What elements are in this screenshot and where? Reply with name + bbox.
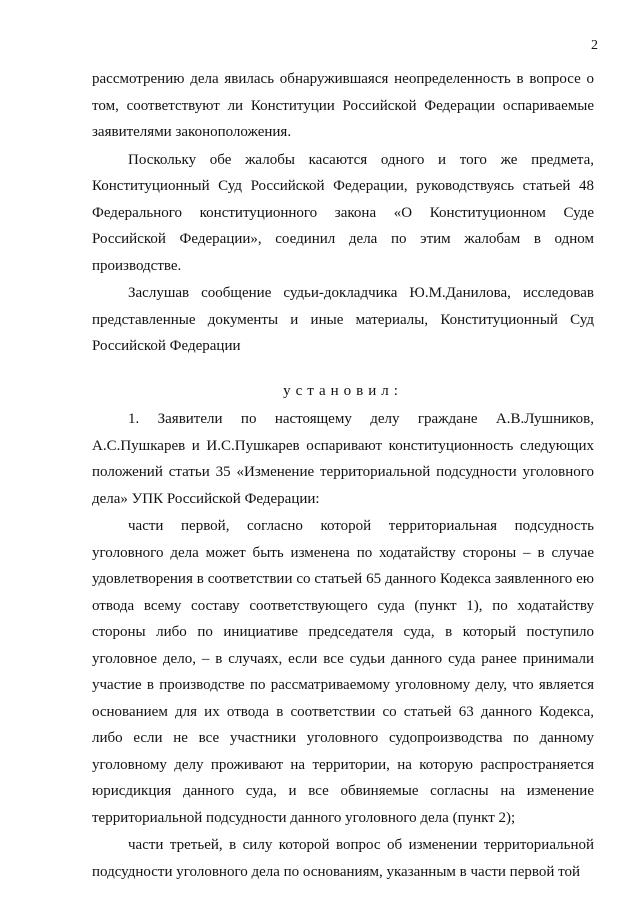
document-body: [92, 66, 594, 885]
section-heading-established: установил:: [283, 382, 403, 399]
paragraph-continuation: рассмотрению дела явилась обнаружившаяся неопределенность в вопросе о том, соответствуют ли Конституции Российской Федерации оспариваемые заявителями законоположения.: [92, 71, 594, 140]
page-number: 2: [591, 38, 598, 53]
paragraph-part-three: части третьей, в силу которой вопрос об изменении территориальной подсудности уголовного дела по основаниям, указанным в части первой той: [92, 837, 594, 880]
paragraph-hearing: Заслушав сообщение судьи-докладчика Ю.М.Данилова, исследовав представленные документы и иные материалы, Конституционный Суд Российской Федерации: [92, 285, 594, 354]
paragraph-applicants: 1. Заявители по настоящему делу граждане А.В.Лушников, А.С.Пушкарев и И.С.Пушкарев оспаривают конституционность следующих положений статьи 35 «Изменение территориальной подсудности уголовного дела» УПК Российской Федерации:: [92, 411, 594, 507]
paragraph-part-one: части первой, согласно которой территориальная подсудность уголовного дела может быть изменена по ходатайству стороны – в случае удовлетворения в соответствии со статьей 65 данного Кодекса заявленного ею отвода всему составу соответствующего суда (пункт 1), по ходатайству стороны либо по инициативе председателя суда, в который поступило уголовное дело, – в случаях, если все судьи данного суда ранее принимали участие в производстве по рассматриваемому уголовному делу, что является основанием для их отвода в соответствии со статьей 63 данного Кодекса, либо если не все участники уголовного судопроизводства по данному уголовному делу проживают на территории, на которую распространяется юрисдикция данного суда, и все обвиняемые согласны на изменение территориальной подсудности данного уголовного дела (пункт 2);: [92, 518, 594, 826]
paragraph-joined-cases: Поскольку обе жалобы касаются одного и того же предмета, Конституционный Суд Российской Федерации, руководствуясь статьей 48 Федерального конституционного закона «О Конституционном Суде Российской Федерации», соединил дела по этим жалобам в одном производстве.: [92, 151, 594, 274]
